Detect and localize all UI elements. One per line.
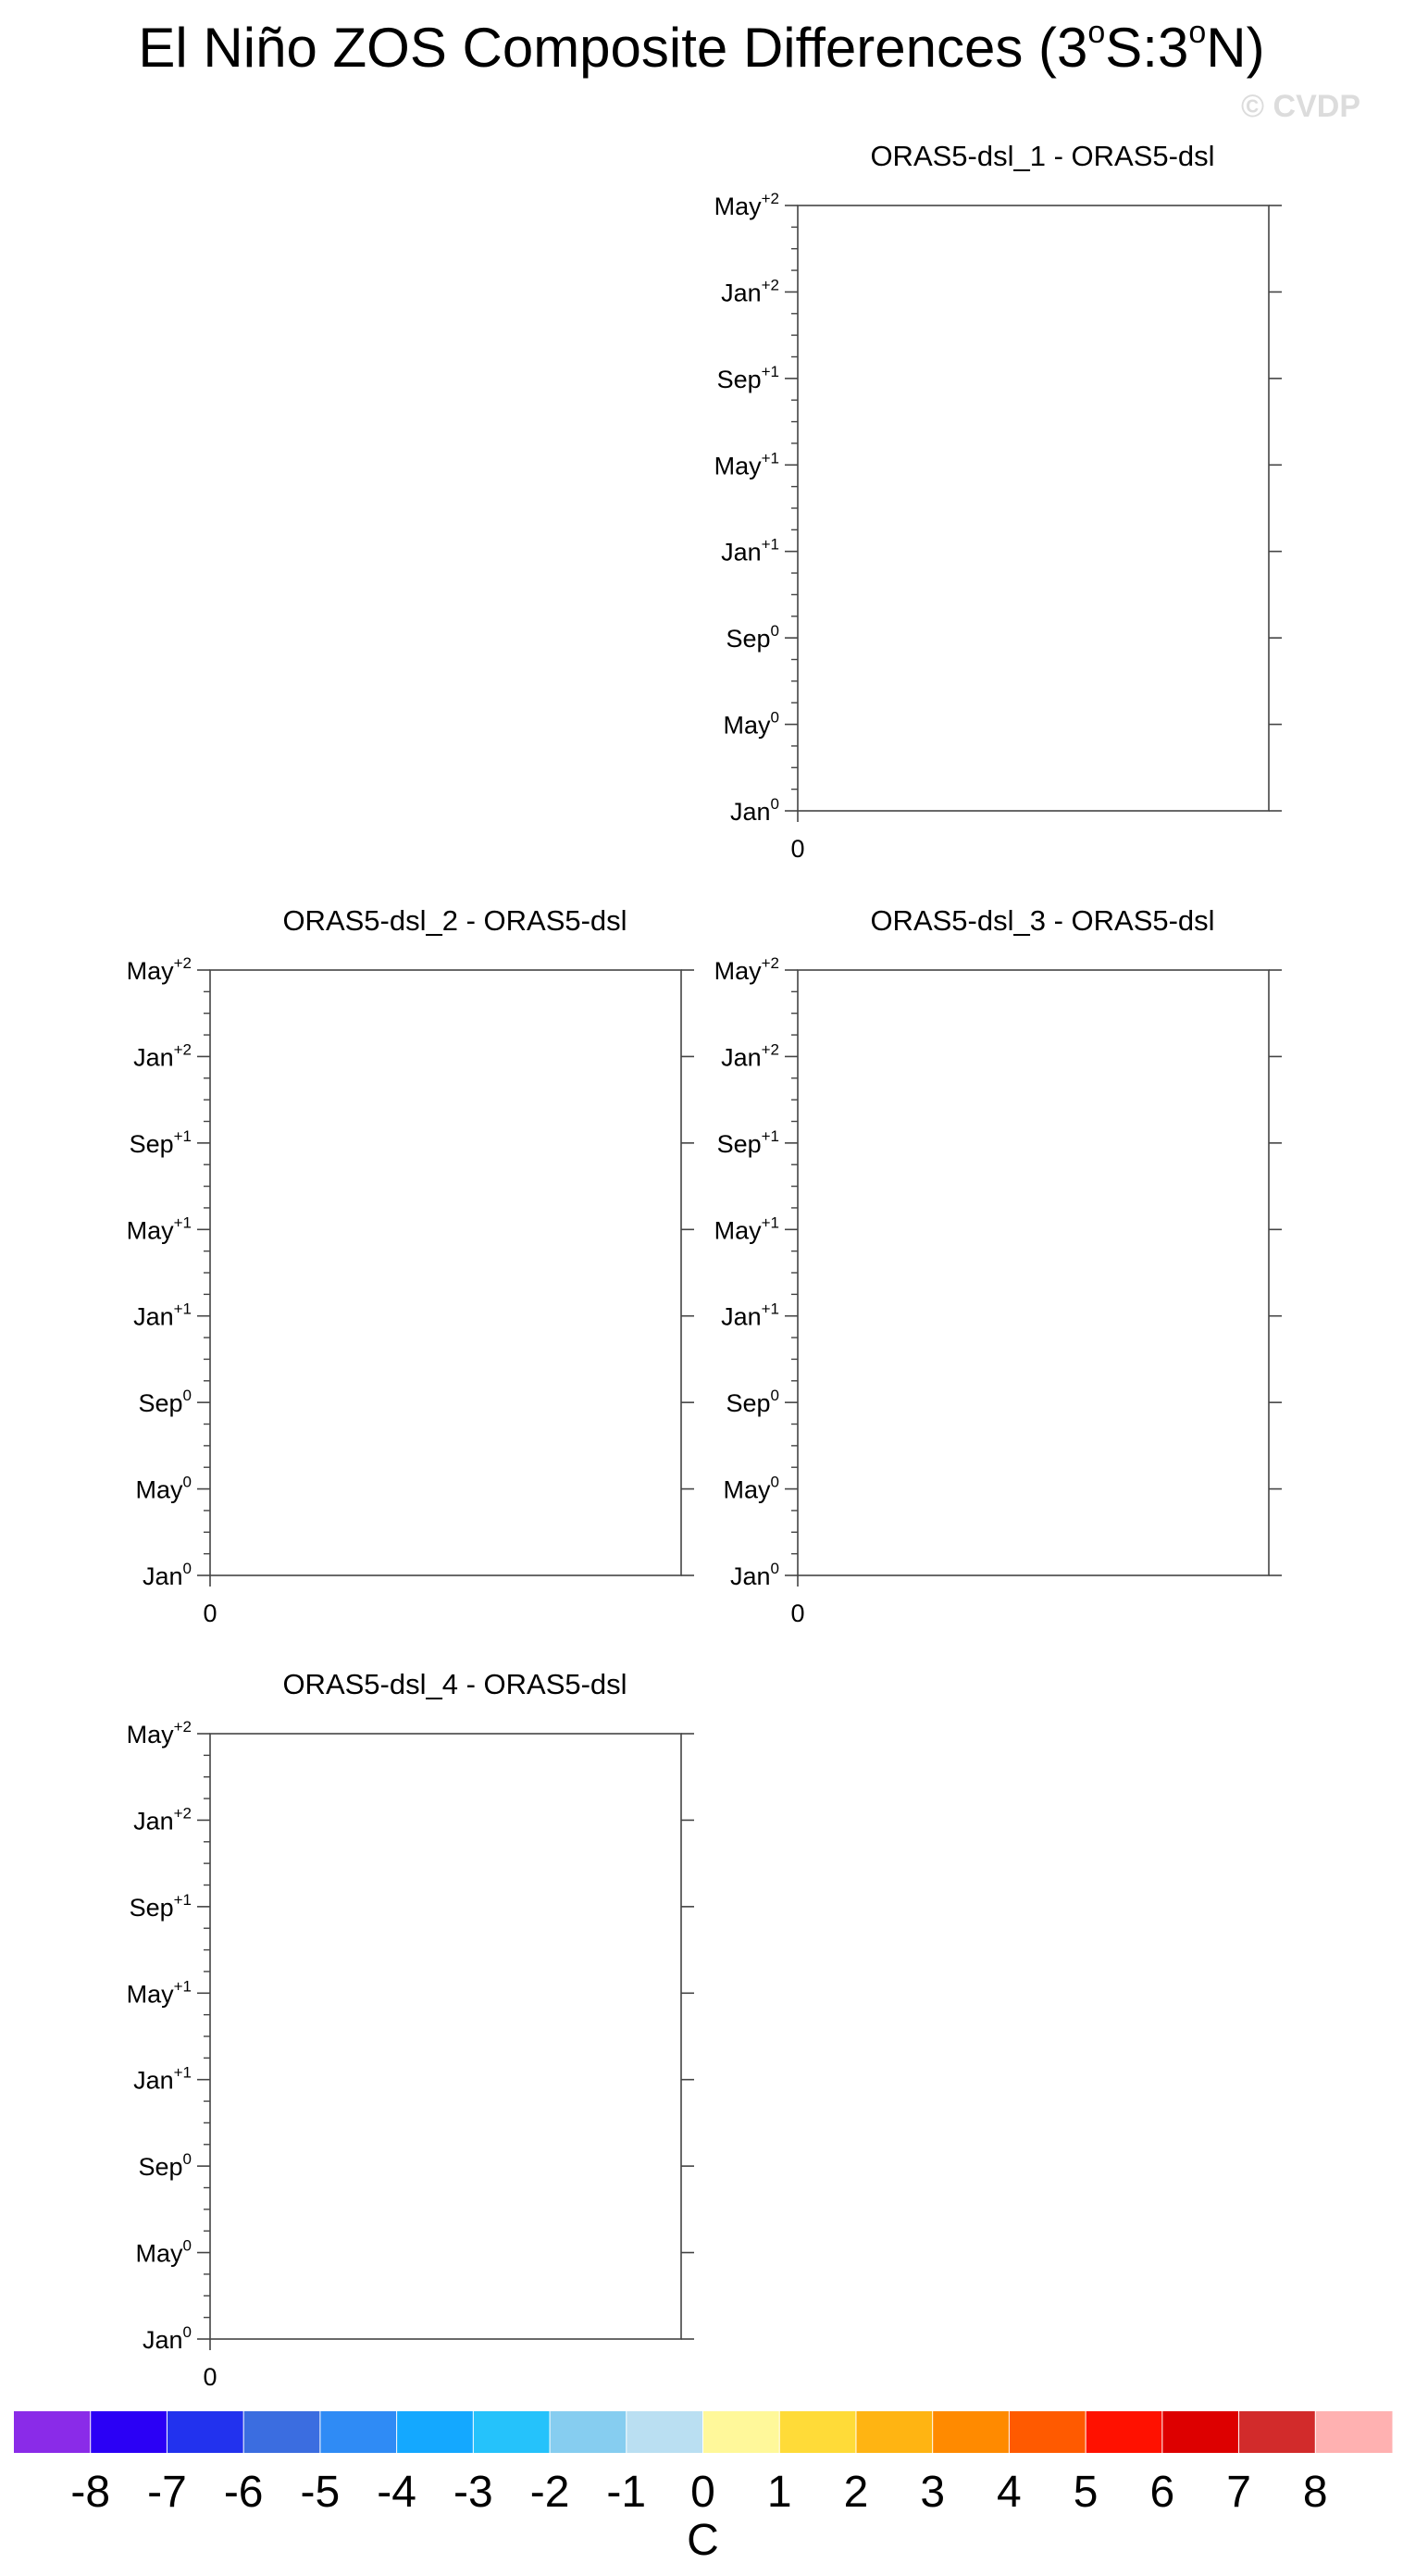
- y-tick-label: May$^{+1}$: [714, 449, 779, 480]
- y-tick-label: Jan$^{+2}$: [133, 1804, 192, 1836]
- colorbar-label: 6: [1149, 2468, 1175, 2517]
- plot-frame: [210, 1734, 681, 2339]
- y-tick-label: Jan$^{+2}$: [133, 1040, 192, 1072]
- panel-title: ORAS5-dsl_2 - ORAS5-dsl: [282, 904, 627, 937]
- colorbar-label: 2: [843, 2468, 869, 2517]
- panel-4: [127, 1668, 694, 2391]
- colorbar-box: [91, 2411, 168, 2453]
- colorbar-box: [779, 2411, 856, 2453]
- colorbar-box: [856, 2411, 933, 2453]
- colorbar-unit: C: [687, 2516, 719, 2565]
- y-tick-label: May$^{+2}$: [714, 190, 779, 220]
- colorbar-box: [167, 2411, 243, 2453]
- y-tick-label: Jan$^0$: [729, 1560, 779, 1590]
- colorbar-label: 0: [690, 2468, 715, 2517]
- plot-frame: [798, 205, 1269, 811]
- colorbar-label: -7: [147, 2468, 187, 2517]
- y-tick-label: May$^{+1}$: [126, 1977, 192, 2009]
- x-tick-label: 0: [790, 835, 805, 863]
- colorbar-box: [627, 2411, 703, 2453]
- colorbar-label: -6: [223, 2468, 264, 2517]
- y-tick-label: May$^0$: [723, 1473, 779, 1504]
- colorbar-label: -2: [529, 2468, 570, 2517]
- y-tick-label: Sep$^{+1}$: [129, 1890, 192, 1922]
- y-tick-label: Sep$^0$: [138, 2150, 192, 2182]
- panel-title: ORAS5-dsl_3 - ORAS5-dsl: [870, 904, 1215, 937]
- colorbar-label: 4: [997, 2468, 1022, 2517]
- colorbar-box: [1162, 2411, 1239, 2453]
- panel-title: ORAS5-dsl_1 - ORAS5-dsl: [870, 140, 1215, 172]
- watermark: © CVDP: [1241, 89, 1360, 124]
- x-tick-label: 0: [203, 2363, 217, 2391]
- colorbar-box: [933, 2411, 1010, 2453]
- colorbar-label: -1: [606, 2468, 647, 2517]
- colorbar-box: [14, 2411, 91, 2453]
- y-tick-label: May$^0$: [135, 1473, 192, 1504]
- title-prefix: El Niño ZOS Composite Differences (3: [138, 17, 1088, 79]
- colorbar-label: -4: [377, 2468, 416, 2517]
- y-tick-label: Sep$^{+1}$: [716, 1126, 779, 1158]
- plot-frame: [210, 970, 681, 1575]
- y-tick-label: Jan$^{+2}$: [721, 1040, 779, 1072]
- y-tick-label: Sep$^{+1}$: [129, 1126, 192, 1158]
- plot-frame: [798, 970, 1269, 1575]
- colorbar-box: [550, 2411, 627, 2453]
- colorbar-label: 8: [1302, 2468, 1328, 2517]
- colorbar-box: [397, 2411, 474, 2453]
- y-tick-label: May$^{+2}$: [126, 1718, 192, 1748]
- y-tick-label: Jan$^{+2}$: [721, 276, 779, 307]
- title-suffix: N): [1206, 17, 1265, 79]
- colorbar-box: [1009, 2411, 1086, 2453]
- title-degree-1: o: [1087, 15, 1106, 50]
- y-tick-label: Sep$^0$: [726, 622, 779, 653]
- x-tick-label: 0: [790, 1599, 805, 1627]
- colorbar-box: [1315, 2411, 1392, 2453]
- y-tick-label: Jan$^0$: [142, 2323, 192, 2354]
- title-mid: S:3: [1105, 17, 1189, 79]
- y-tick-label: May$^0$: [135, 2236, 192, 2268]
- x-tick-label: 0: [203, 1599, 217, 1627]
- panel-2: [127, 904, 694, 1627]
- colorbar-label: 5: [1073, 2468, 1099, 2517]
- y-tick-label: May$^{+1}$: [714, 1213, 779, 1245]
- y-tick-label: Sep$^{+1}$: [716, 362, 779, 393]
- panel-title: ORAS5-dsl_4 - ORAS5-dsl: [282, 1668, 627, 1700]
- y-tick-label: Sep$^0$: [138, 1387, 192, 1418]
- colorbar-label: -3: [453, 2468, 493, 2517]
- y-tick-label: May$^0$: [723, 708, 779, 740]
- colorbar-label: -5: [300, 2468, 341, 2517]
- panel-1: [714, 140, 1282, 863]
- y-tick-label: Jan$^{+1}$: [133, 2063, 192, 2095]
- y-tick-label: Jan$^{+1}$: [133, 1300, 192, 1331]
- colorbar-box: [1086, 2411, 1162, 2453]
- colorbar-label: 7: [1226, 2468, 1251, 2517]
- colorbar-box: [473, 2411, 550, 2453]
- colorbar-box: [243, 2411, 320, 2453]
- panel-3: [714, 904, 1282, 1627]
- title-degree-2: o: [1188, 15, 1207, 50]
- y-tick-label: May$^{+2}$: [714, 954, 779, 985]
- colorbar-label: 1: [766, 2468, 792, 2517]
- colorbar-box: [703, 2411, 780, 2453]
- y-tick-label: May$^{+2}$: [126, 954, 192, 985]
- colorbar-box: [320, 2411, 397, 2453]
- colorbar-box: [1239, 2411, 1316, 2453]
- y-tick-label: May$^{+1}$: [126, 1213, 192, 1245]
- y-tick-label: Jan$^0$: [729, 795, 779, 826]
- y-tick-label: Jan$^{+1}$: [721, 1300, 779, 1331]
- y-tick-label: Jan$^0$: [142, 1560, 192, 1590]
- colorbar-label: 3: [920, 2468, 946, 2517]
- y-tick-label: Jan$^{+1}$: [721, 535, 779, 566]
- colorbar: [14, 2411, 1393, 2565]
- y-tick-label: Sep$^0$: [726, 1387, 779, 1418]
- colorbar-label: -8: [70, 2468, 111, 2517]
